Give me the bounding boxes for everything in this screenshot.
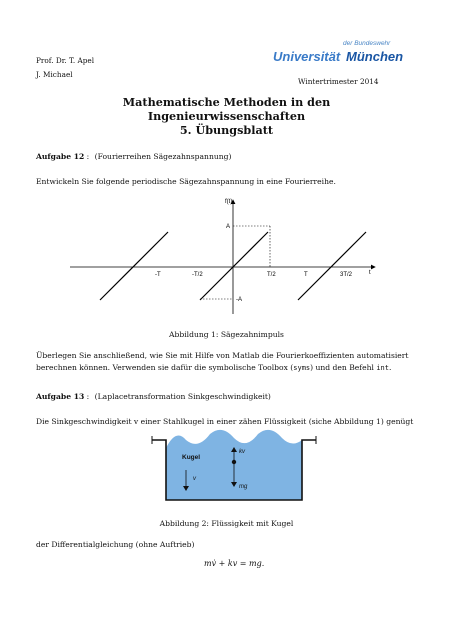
task12-text: Entwickeln Sie folgende periodische Sägezahnspannung in eine Fourierreihe. xyxy=(36,177,336,186)
tick-T-half: T/2 xyxy=(267,272,276,278)
title-line-2: Ingenieurwissenschaften xyxy=(147,109,306,123)
code-syms: syms xyxy=(293,364,311,372)
task13-text: Die Sinkgeschwindigkeit v einer Stahlkugel in einer zähen Flüssigkeit (siche Abbildung 1) genügt xyxy=(36,417,414,426)
ball xyxy=(232,460,236,464)
task13-topic: (Laplacetransformation Sinkgeschwindigkeit) xyxy=(94,392,271,401)
saw-segment-2 xyxy=(200,232,268,300)
logo-word-right: München xyxy=(346,49,404,64)
author-2: J. Michael xyxy=(36,70,73,79)
y-axis-label: f(t) xyxy=(225,199,233,205)
saw-segment-3 xyxy=(298,232,366,300)
tick-3T-half: 3T/2 xyxy=(340,272,353,278)
saw-segment-1 xyxy=(100,232,168,300)
logo-subtitle: der Bundeswehr xyxy=(343,40,391,47)
task13-label: Aufgabe 13 xyxy=(36,392,85,401)
level-lower: -A xyxy=(236,297,242,303)
tick-minus-T-half: -T/2 xyxy=(192,272,203,278)
tick-T: T xyxy=(304,272,308,278)
para-text-b: ) und den Befehl xyxy=(310,363,377,372)
x-axis-label: t xyxy=(369,270,371,276)
title-line-1: Mathematische Methoden in den xyxy=(122,95,331,109)
task12-heading xyxy=(36,152,231,162)
force-kv-label: kv xyxy=(239,449,245,455)
task12-label: Aufgabe 12 xyxy=(36,152,85,161)
task12-topic: (Fourierreihen Sägezahnspannung) xyxy=(94,152,232,161)
logo-word-left: Universität xyxy=(273,49,341,64)
task13-colon: : xyxy=(84,392,90,401)
title-line-3: 5. Übungsblatt xyxy=(179,123,274,137)
task12-para-line1: Überlegen Sie anschließend, wie Sie mit Hilfe von Matlab die Fourierkoeffizienten automatisiert xyxy=(36,351,409,360)
level-upper: A xyxy=(226,224,231,230)
tick-minus-T: -T xyxy=(155,272,161,278)
code-int: int xyxy=(376,364,389,372)
liquid-figure xyxy=(148,426,320,508)
semester: Wintertrimester 2014 xyxy=(298,77,379,86)
task12-colon: : xyxy=(84,152,90,161)
university-logo xyxy=(273,40,413,68)
sawtooth-figure xyxy=(60,192,390,318)
equation: mv̇ + kv = mg. xyxy=(204,559,265,568)
para-text-a: berechnen können. Verwenden sie dafür die symbolische Toolbox ( xyxy=(36,363,294,372)
force-mg-label: mg xyxy=(239,484,248,490)
velocity-label: v xyxy=(193,476,196,482)
task13-after: der Differentialgleichung (ohne Auftrieb) xyxy=(36,540,195,549)
ball-label: Kugel xyxy=(182,454,201,461)
figure1-caption: Abbildung 1: Sägezahnimpuls xyxy=(169,330,284,339)
task13-heading xyxy=(36,392,271,402)
para-text-c: . xyxy=(389,363,392,372)
task12-para-line2 xyxy=(36,363,391,373)
figure2-caption: Abbildung 2: Flüssigkeit mit Kugel xyxy=(159,519,294,528)
author-1: Prof. Dr. T. Apel xyxy=(36,56,95,65)
